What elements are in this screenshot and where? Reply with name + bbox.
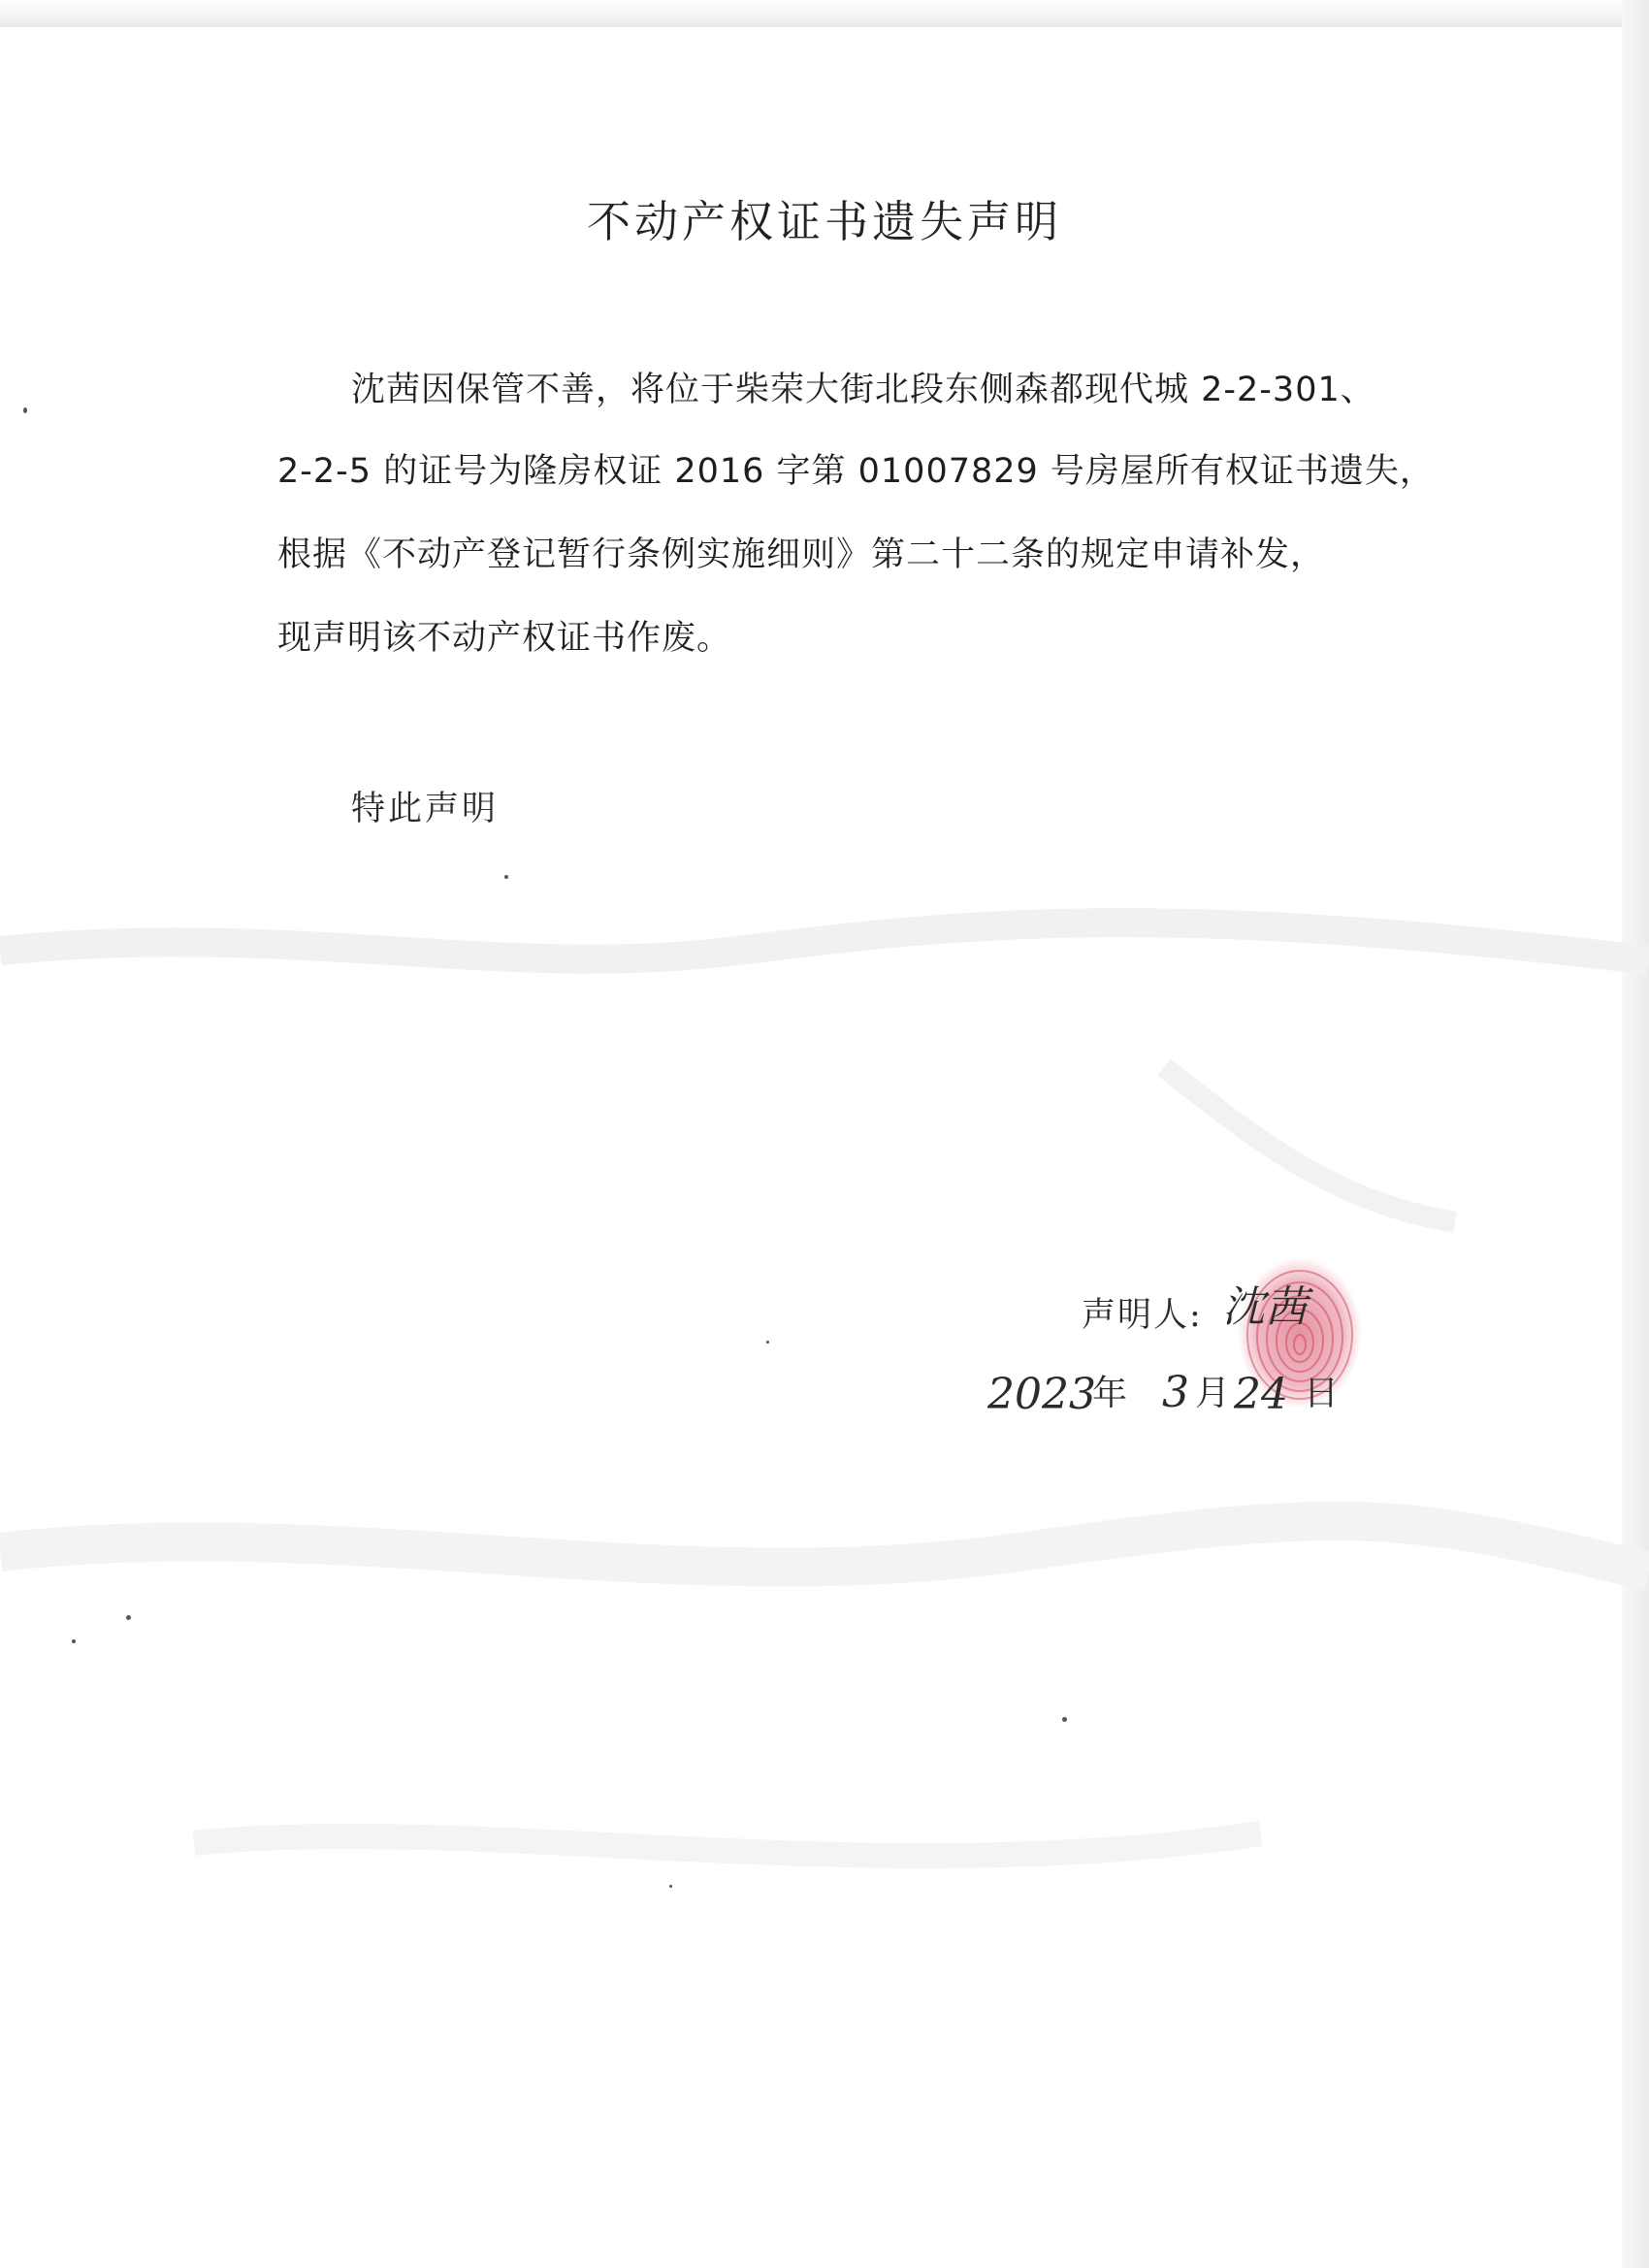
body-line: 根据《不动产登记暂行条例实施细则》第二十二条的规定申请补发，: [277, 535, 1326, 574]
scan-speck: [504, 875, 508, 879]
document-title: 不动产权证书遗失声明: [586, 196, 1062, 247]
body-line: 2-2-5 的证号为隆房权证 2016 字第 01007829 号房屋所有权证书遗失，: [277, 452, 1435, 491]
declarant-label: 声明人:: [1082, 1296, 1203, 1335]
date-day: 24: [1234, 1370, 1288, 1419]
date-year: 2023: [987, 1370, 1096, 1419]
scan-speck: [126, 1615, 131, 1620]
closing-statement: 特此声明: [351, 790, 500, 828]
scan-speck: [669, 1885, 672, 1888]
scan-speck: [23, 407, 27, 413]
body-line: 现声明该不动产权证书作废。: [277, 619, 732, 658]
scan-speck: [72, 1639, 76, 1643]
scan-edge-right: [1622, 0, 1649, 2268]
scan-speck: [766, 1341, 769, 1344]
signature-text: 沈茜: [1222, 1282, 1308, 1332]
date-year-char: 年: [1092, 1374, 1128, 1413]
handwritten-date: [987, 1360, 1356, 1428]
handwritten-signature: [1218, 1277, 1335, 1335]
body-line: 沈茜因保管不善，将位于柴荣大街北段东侧森都现代城 2-2-301、: [351, 371, 1375, 409]
date-month-char: 月: [1195, 1374, 1231, 1413]
date-day-char: 日: [1304, 1374, 1340, 1413]
scan-edge-top: [0, 0, 1649, 27]
scan-speck: [1062, 1717, 1067, 1722]
date-month: 3: [1162, 1368, 1189, 1417]
